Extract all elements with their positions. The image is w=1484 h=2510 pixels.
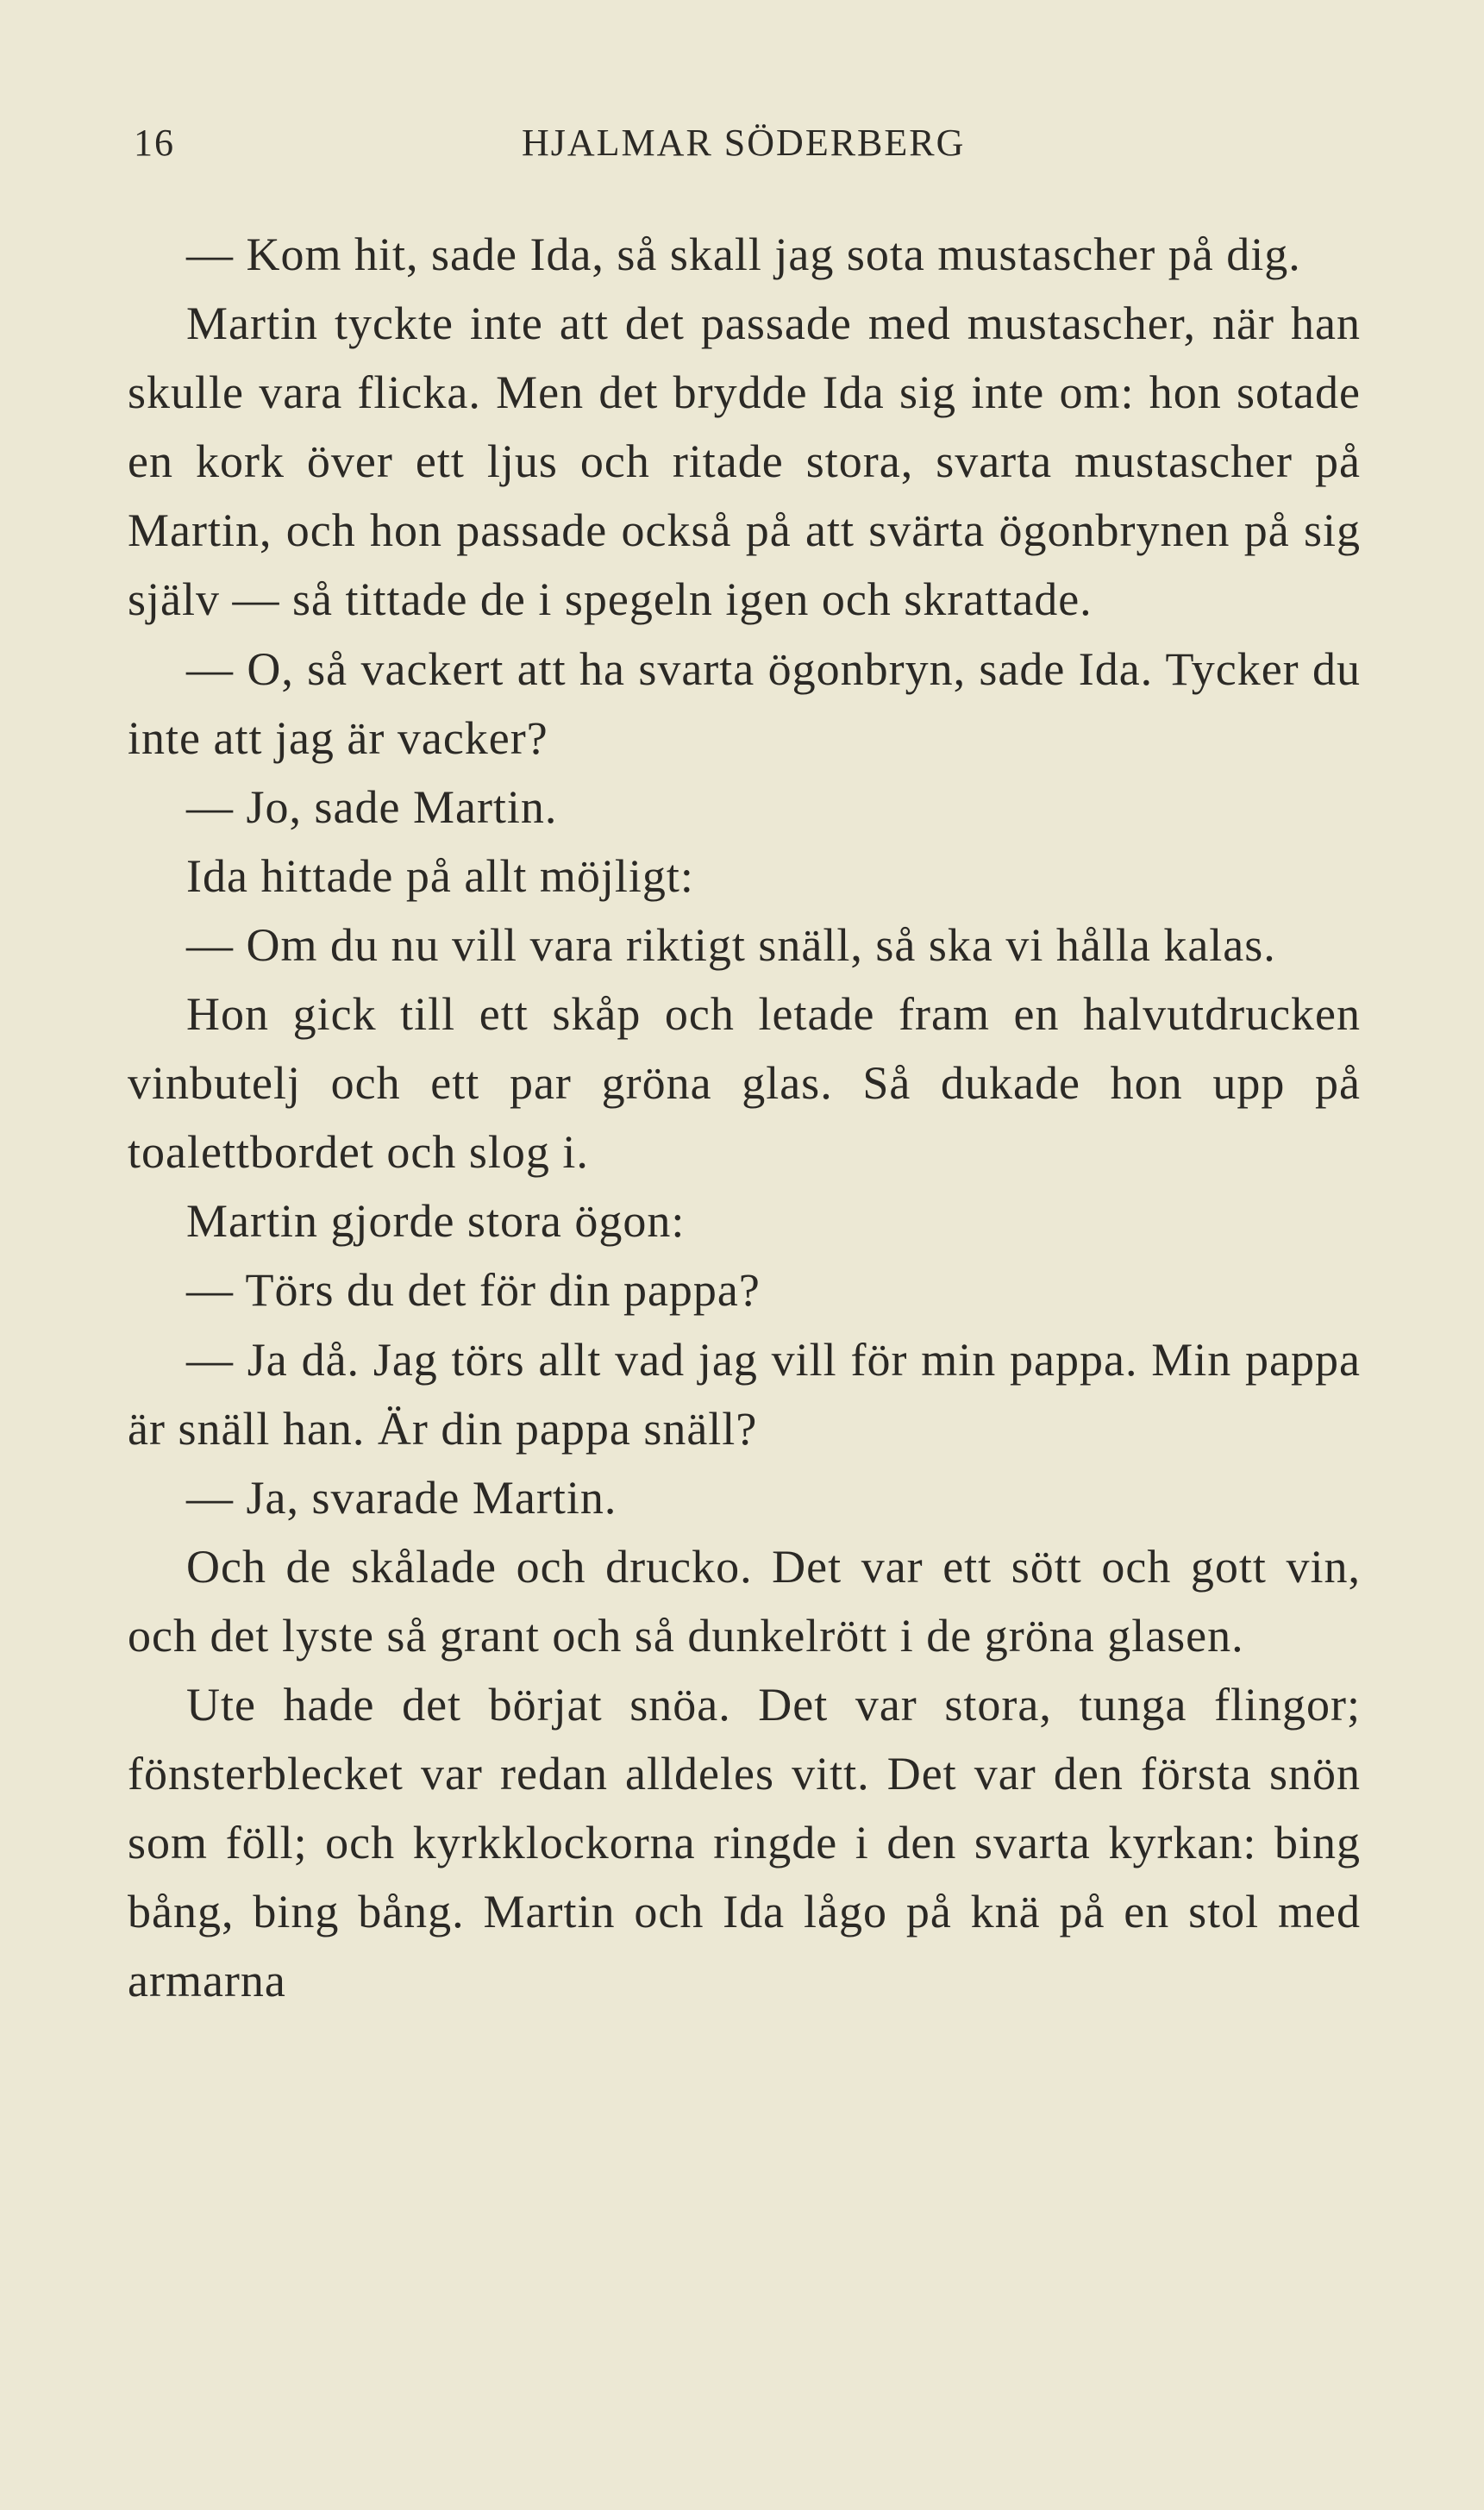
paragraph: — Kom hit, sade Ida, så skall jag sota mustascher på dig. <box>186 228 1301 280</box>
paragraph: — Om du nu vill vara riktigt snäll, så ska vi hålla kalas. <box>186 918 1276 971</box>
paragraph: Ute hade det börjat snöa. Det var stora, tunga flingor; fönsterblecket var redan alldeles vitt. Det var den första snön som föll; och kyrkklockorna ringde i den svarta kyrkan: bing bång, bing bång. Martin och Ida lågo på knä på en stol med armarna <box>128 1678 1361 2007</box>
paragraph: Martin gjorde stora ögon: <box>186 1195 686 1248</box>
body-text <box>128 220 1361 2015</box>
paragraph: — Törs du det för din pappa? <box>186 1264 761 1317</box>
page-number: 16 <box>134 122 175 164</box>
paragraph: Ida hittade på allt möjligt: <box>186 849 694 902</box>
paragraph: Martin tyckte inte att det passade med mustascher, när han skulle vara flicka. Men det brydde Ida sig inte om: hon sotade en kork över ett ljus och ritade stora, svarta mustascher på Martin, och hon passade också på att svärta ögonbrynen på sig själv — så tittade de i spegeln igen och skrattade. <box>128 297 1361 626</box>
paragraph: — Ja då. Jag törs allt vad jag vill för min pappa. Min pappa är snäll han. Är din pappa snäll? <box>128 1333 1361 1455</box>
paragraph: Och de skålade och drucko. Det var ett sött och gott vin, och det lyste så grant och så dunkelrött i de gröna glasen. <box>128 1540 1361 1662</box>
paragraph: — O, så vackert att ha svarta ögonbryn, sade Ida. Tycker du inte att jag är vacker? <box>128 642 1361 764</box>
paragraph: — Ja, svarade Martin. <box>186 1471 617 1524</box>
paragraph: — Jo, sade Martin. <box>186 780 558 833</box>
paragraph: Hon gick till ett skåp och letade fram en halvutdrucken vinbutelj och ett par gröna glas. Så dukade hon upp på toalettbordet och slog i. <box>128 988 1361 1179</box>
running-title: HJALMAR SÖDERBERG <box>522 122 966 164</box>
